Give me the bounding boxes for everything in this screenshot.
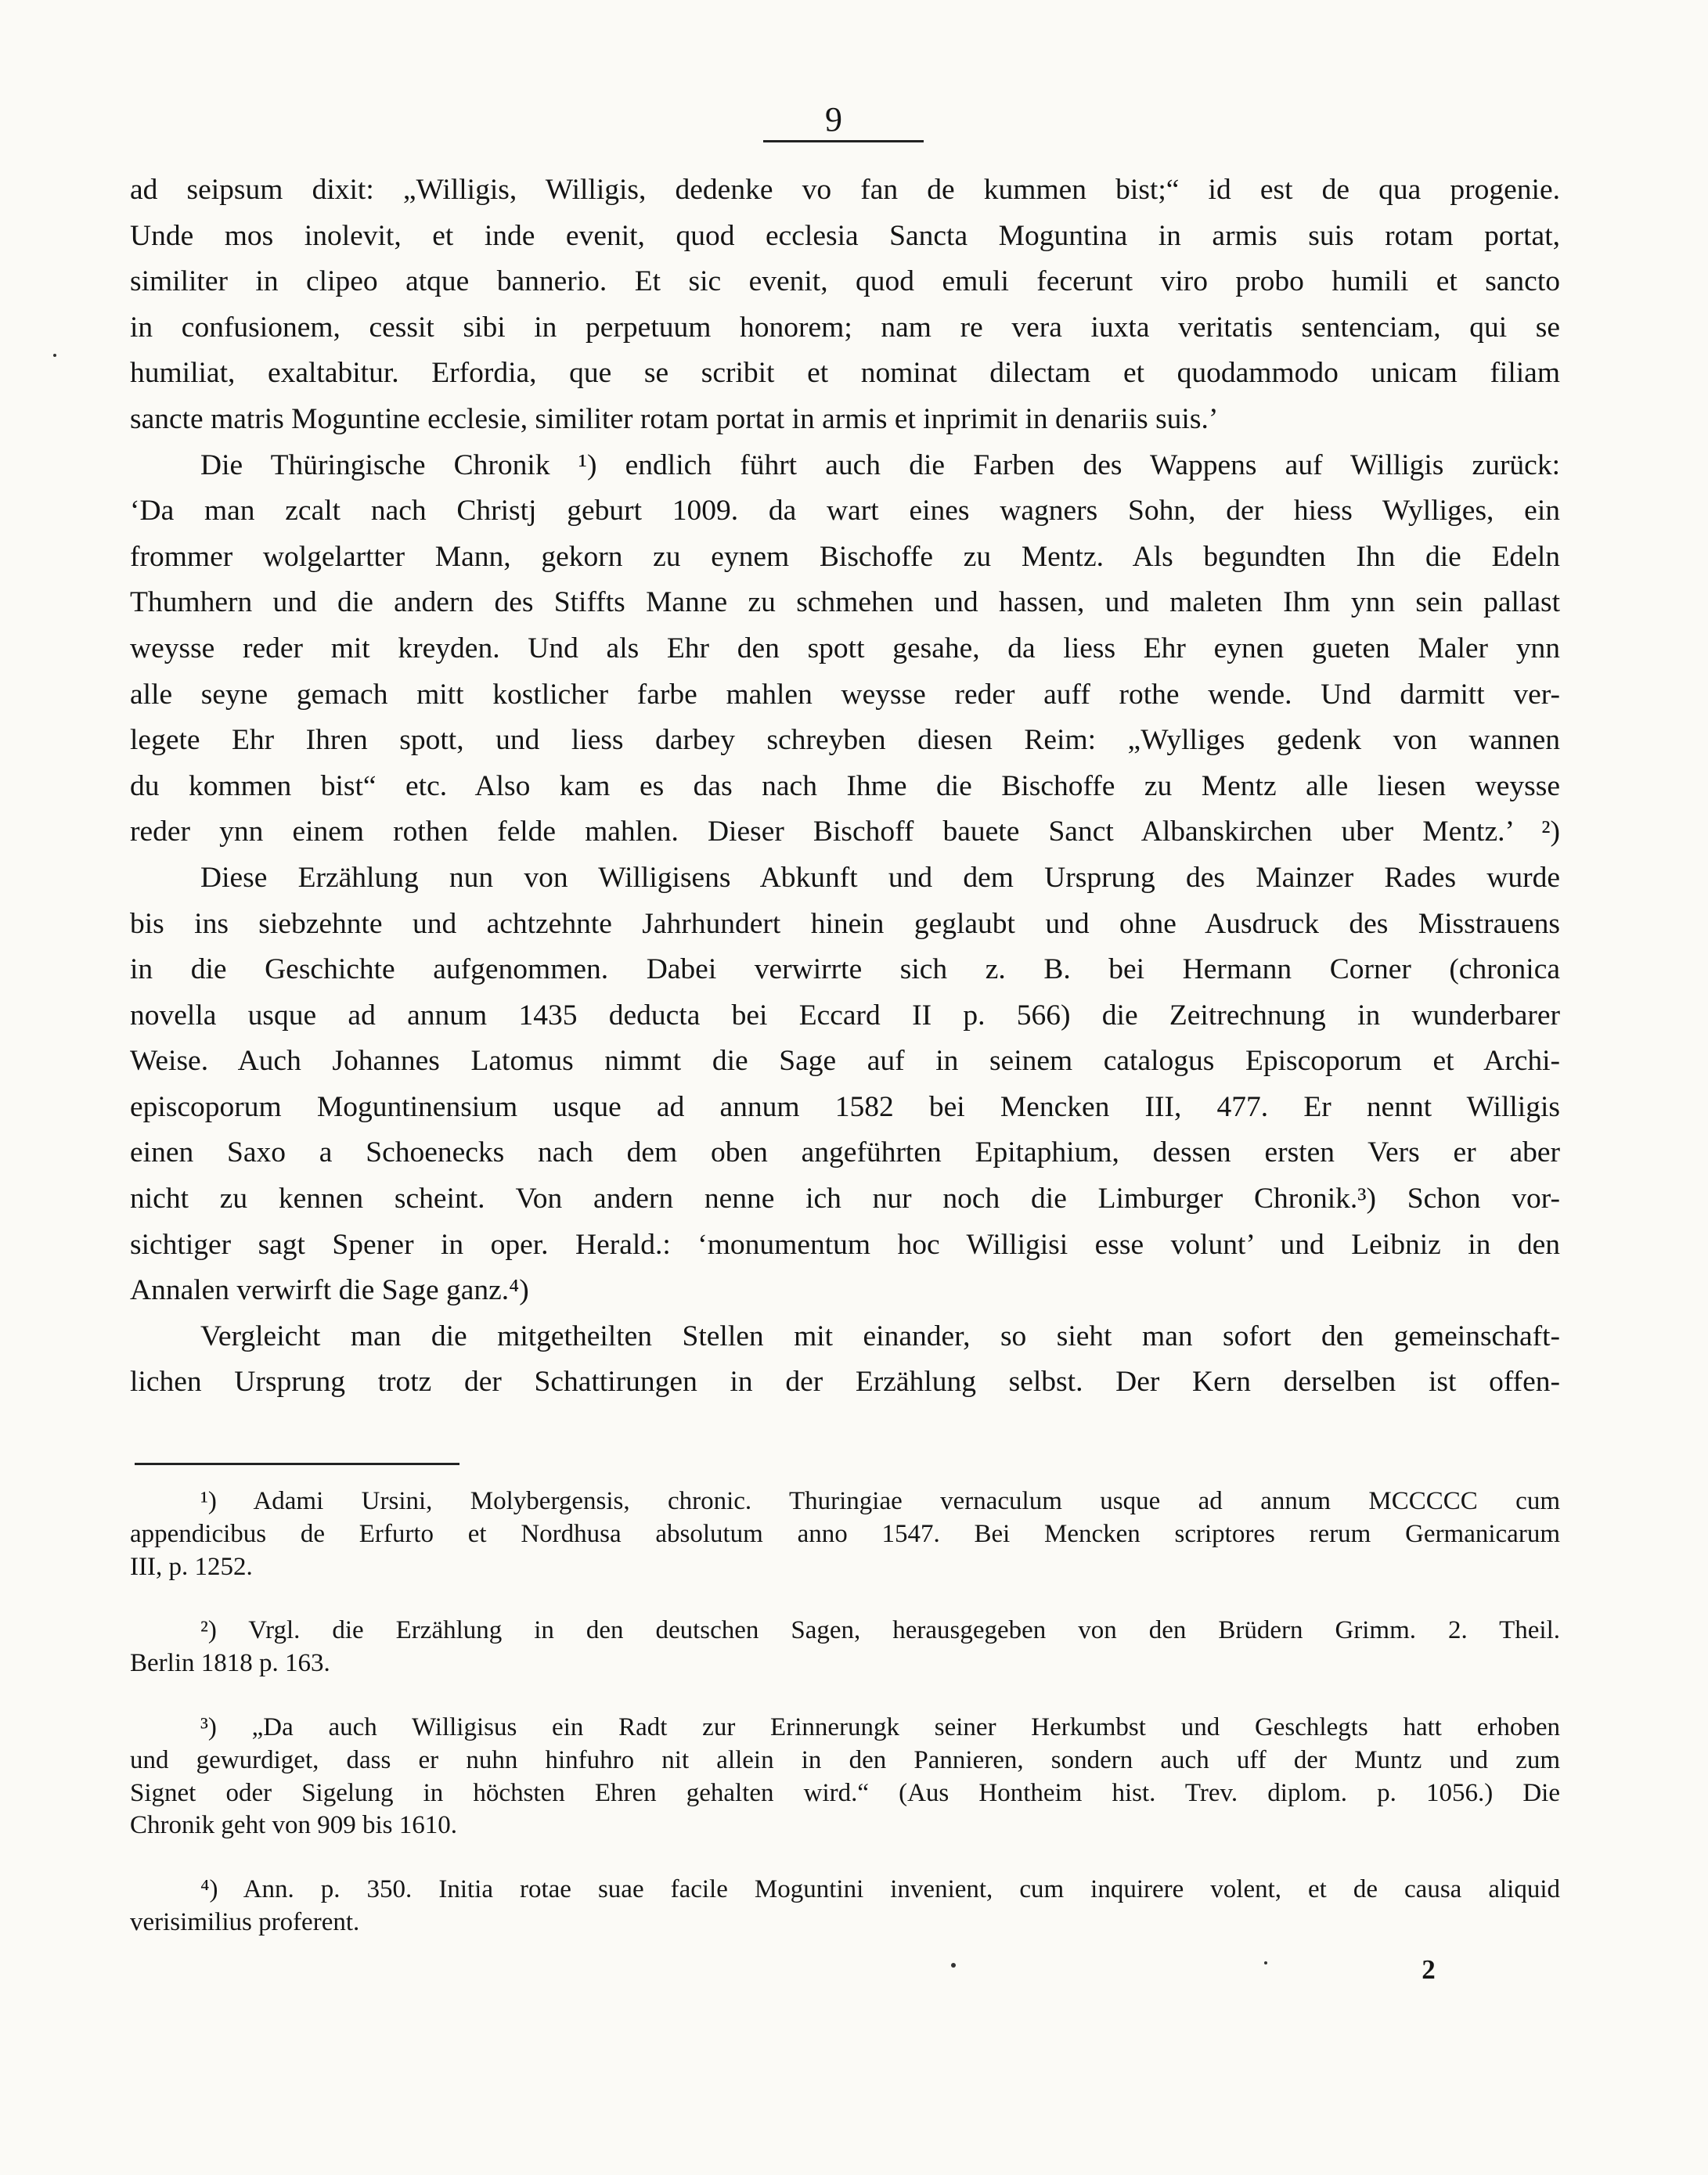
footnote-rule [135,1463,459,1465]
text-line: ‘Da man zcalt nach Christj geburt 1009. da wart eines wagners Sohn, der hiess Wylliges, ein [130,495,1560,528]
footnote-line: und gewurdiget, dass er nuhn hinfuhro nit allein in den Pannieren, sondern auch uff der Muntz und zum [130,1745,1560,1774]
print-speck [1264,1961,1267,1964]
text-line: novella usque ad annum 1435 deducta bei Eccard II p. 566) die Zeitrechnung in wunderbarer [130,999,1560,1032]
footnote-4 [130,1874,1560,1939]
text-line: in confusionem, cessit sibi in perpetuum honorem; nam re vera iuxta veritatis sentenciam, qui se [130,311,1560,344]
text-line: einen Saxo a Schoenecks nach dem oben angeführten Epitaphium, dessen ersten Vers er aber [130,1136,1560,1169]
footnote-line: ³) „Da auch Willigisus ein Radt zur Erinnerungk seiner Herkumbst und Geschlegts hatt erhoben [200,1712,1560,1741]
print-speck [53,354,56,357]
footnote-line: III, p. 1252. [130,1552,253,1581]
text-line: reder ynn einem rothen felde mahlen. Dieser Bischoff bauete Sanct Albanskirchen uber Mentz.’ ²) [130,816,1560,848]
text-line: Die Thüringische Chronik ¹) endlich führt auch die Farben des Wappens auf Willigis zurück: [200,448,1560,481]
text-line: episcoporum Moguntinensium usque ad annum 1582 bei Mencken III, 477. Er nennt Willigis [130,1090,1560,1123]
footnote-line: Chronik geht von 909 bis 1610. [130,1811,457,1840]
page-number-rule [763,140,924,142]
signature-mark: 2 [1422,1954,1436,1985]
print-speck [951,1963,956,1968]
footnote-1 [130,1485,1560,1583]
page-number: 9 [825,100,842,139]
text-line: alle seyne gemach mitt kostlicher farbe mahlen weysse reder auff rothe wende. Und darmitt ver- [130,678,1560,711]
text-line: weysse reder mit kreyden. Und als Ehr den spott gesahe, da liess Ehr eynen gueten Maler ynn [130,632,1560,664]
text-line: Vergleicht man die mitgetheilten Stellen mit einander, so sieht man sofort den gemeinschaft- [200,1320,1560,1352]
footnotes [130,1485,1560,1971]
footnote-line: ⁴) Ann. p. 350. Initia rotae suae facile Moguntini invenient, cum inquirere volent, et de causa aliquid [200,1875,1560,1904]
footnote-line: Berlin 1818 p. 163. [130,1649,330,1678]
footnote-line: verisimilius proferent. [130,1907,360,1936]
main-text [130,167,1560,1406]
text-line: nicht zu kennen scheint. Von andern nenne ich nur noch die Limburger Chronik.³) Schon vor- [130,1183,1560,1215]
text-line: similiter in clipeo atque bannerio. Et sic evenit, quod emuli fecerunt viro probo humili et sancto [130,265,1560,298]
footnote-line: appendicibus de Erfurto et Nordhusa absolutum anno 1547. Bei Mencken scriptores rerum Germanicarum [130,1519,1560,1548]
footnote-line: ¹) Adami Ursini, Molybergensis, chronic. Thuringiae vernaculum usque ad annum MCCCCC cum [200,1487,1560,1515]
text-line: Unde mos inolevit, et inde evenit, quod ecclesia Sancta Moguntina in armis suis rotam portat, [130,219,1560,252]
text-line: du kommen bist“ etc. Also kam es das nach Ihme die Bischoffe zu Mentz alle liesen weysse [130,769,1560,802]
text-line: humiliat, exaltabitur. Erfordia, que se scribit et nominat dilectam et quodammodo unicam filiam [130,357,1560,390]
text-line: Thumhern und die andern des Stiffts Manne zu schmehen und hassen, und maleten Ihm ynn sein pallast [130,586,1560,619]
text-line: legete Ehr Ihren spott, und liess darbey schreyben diesen Reim: „Wylliges gedenk von wannen [130,724,1560,757]
text-line: lichen Ursprung trotz der Schattirungen in der Erzählung selbst. Der Kern derselben ist offen- [130,1366,1560,1399]
footnote-3 [130,1712,1560,1842]
text-line: Weise. Auch Johannes Latomus nimmt die Sage auf in seinem catalogus Episcoporum et Archi- [130,1045,1560,1078]
text-line: Diese Erzählung nun von Willigisens Abkunft und dem Ursprung des Mainzer Rades wurde [200,861,1560,894]
footnote-2 [130,1615,1560,1680]
footnote-line: ²) Vrgl. die Erzählung in den deutschen Sagen, herausgegeben von den Brüdern Grimm. 2. Theil. [200,1616,1560,1645]
text-line: frommer wolgelartter Mann, gekorn zu eynem Bischoffe zu Mentz. Als begundten Ihn die Edeln [130,540,1560,573]
text-line: in die Geschichte aufgenommen. Dabei verwirrte sich z. B. bei Hermann Corner (chronica [130,953,1560,986]
text-line: bis ins siebzehnte und achtzehnte Jahrhundert hinein geglaubt und ohne Ausdruck des Misstrauens [130,907,1560,940]
text-line: Annalen verwirft die Sage ganz.⁴) [130,1274,529,1307]
text-line: sichtiger sagt Spener in oper. Herald.: ‘monumentum hoc Willigisi esse volunt’ und Leibniz in den [130,1228,1560,1261]
footnote-line: Signet oder Sigelung in höchsten Ehren gehalten wird.“ (Aus Hontheim hist. Trev. diplom. p. 1056.) Die [130,1778,1560,1807]
text-line: sancte matris Moguntine ecclesie, similiter rotam portat in armis et inprimit in denariis suis.’ [130,402,1219,435]
text-line: ad seipsum dixit: „Willigis, Willigis, dedenke vo fan de kummen bist;“ id est de qua progenie. [130,174,1560,206]
